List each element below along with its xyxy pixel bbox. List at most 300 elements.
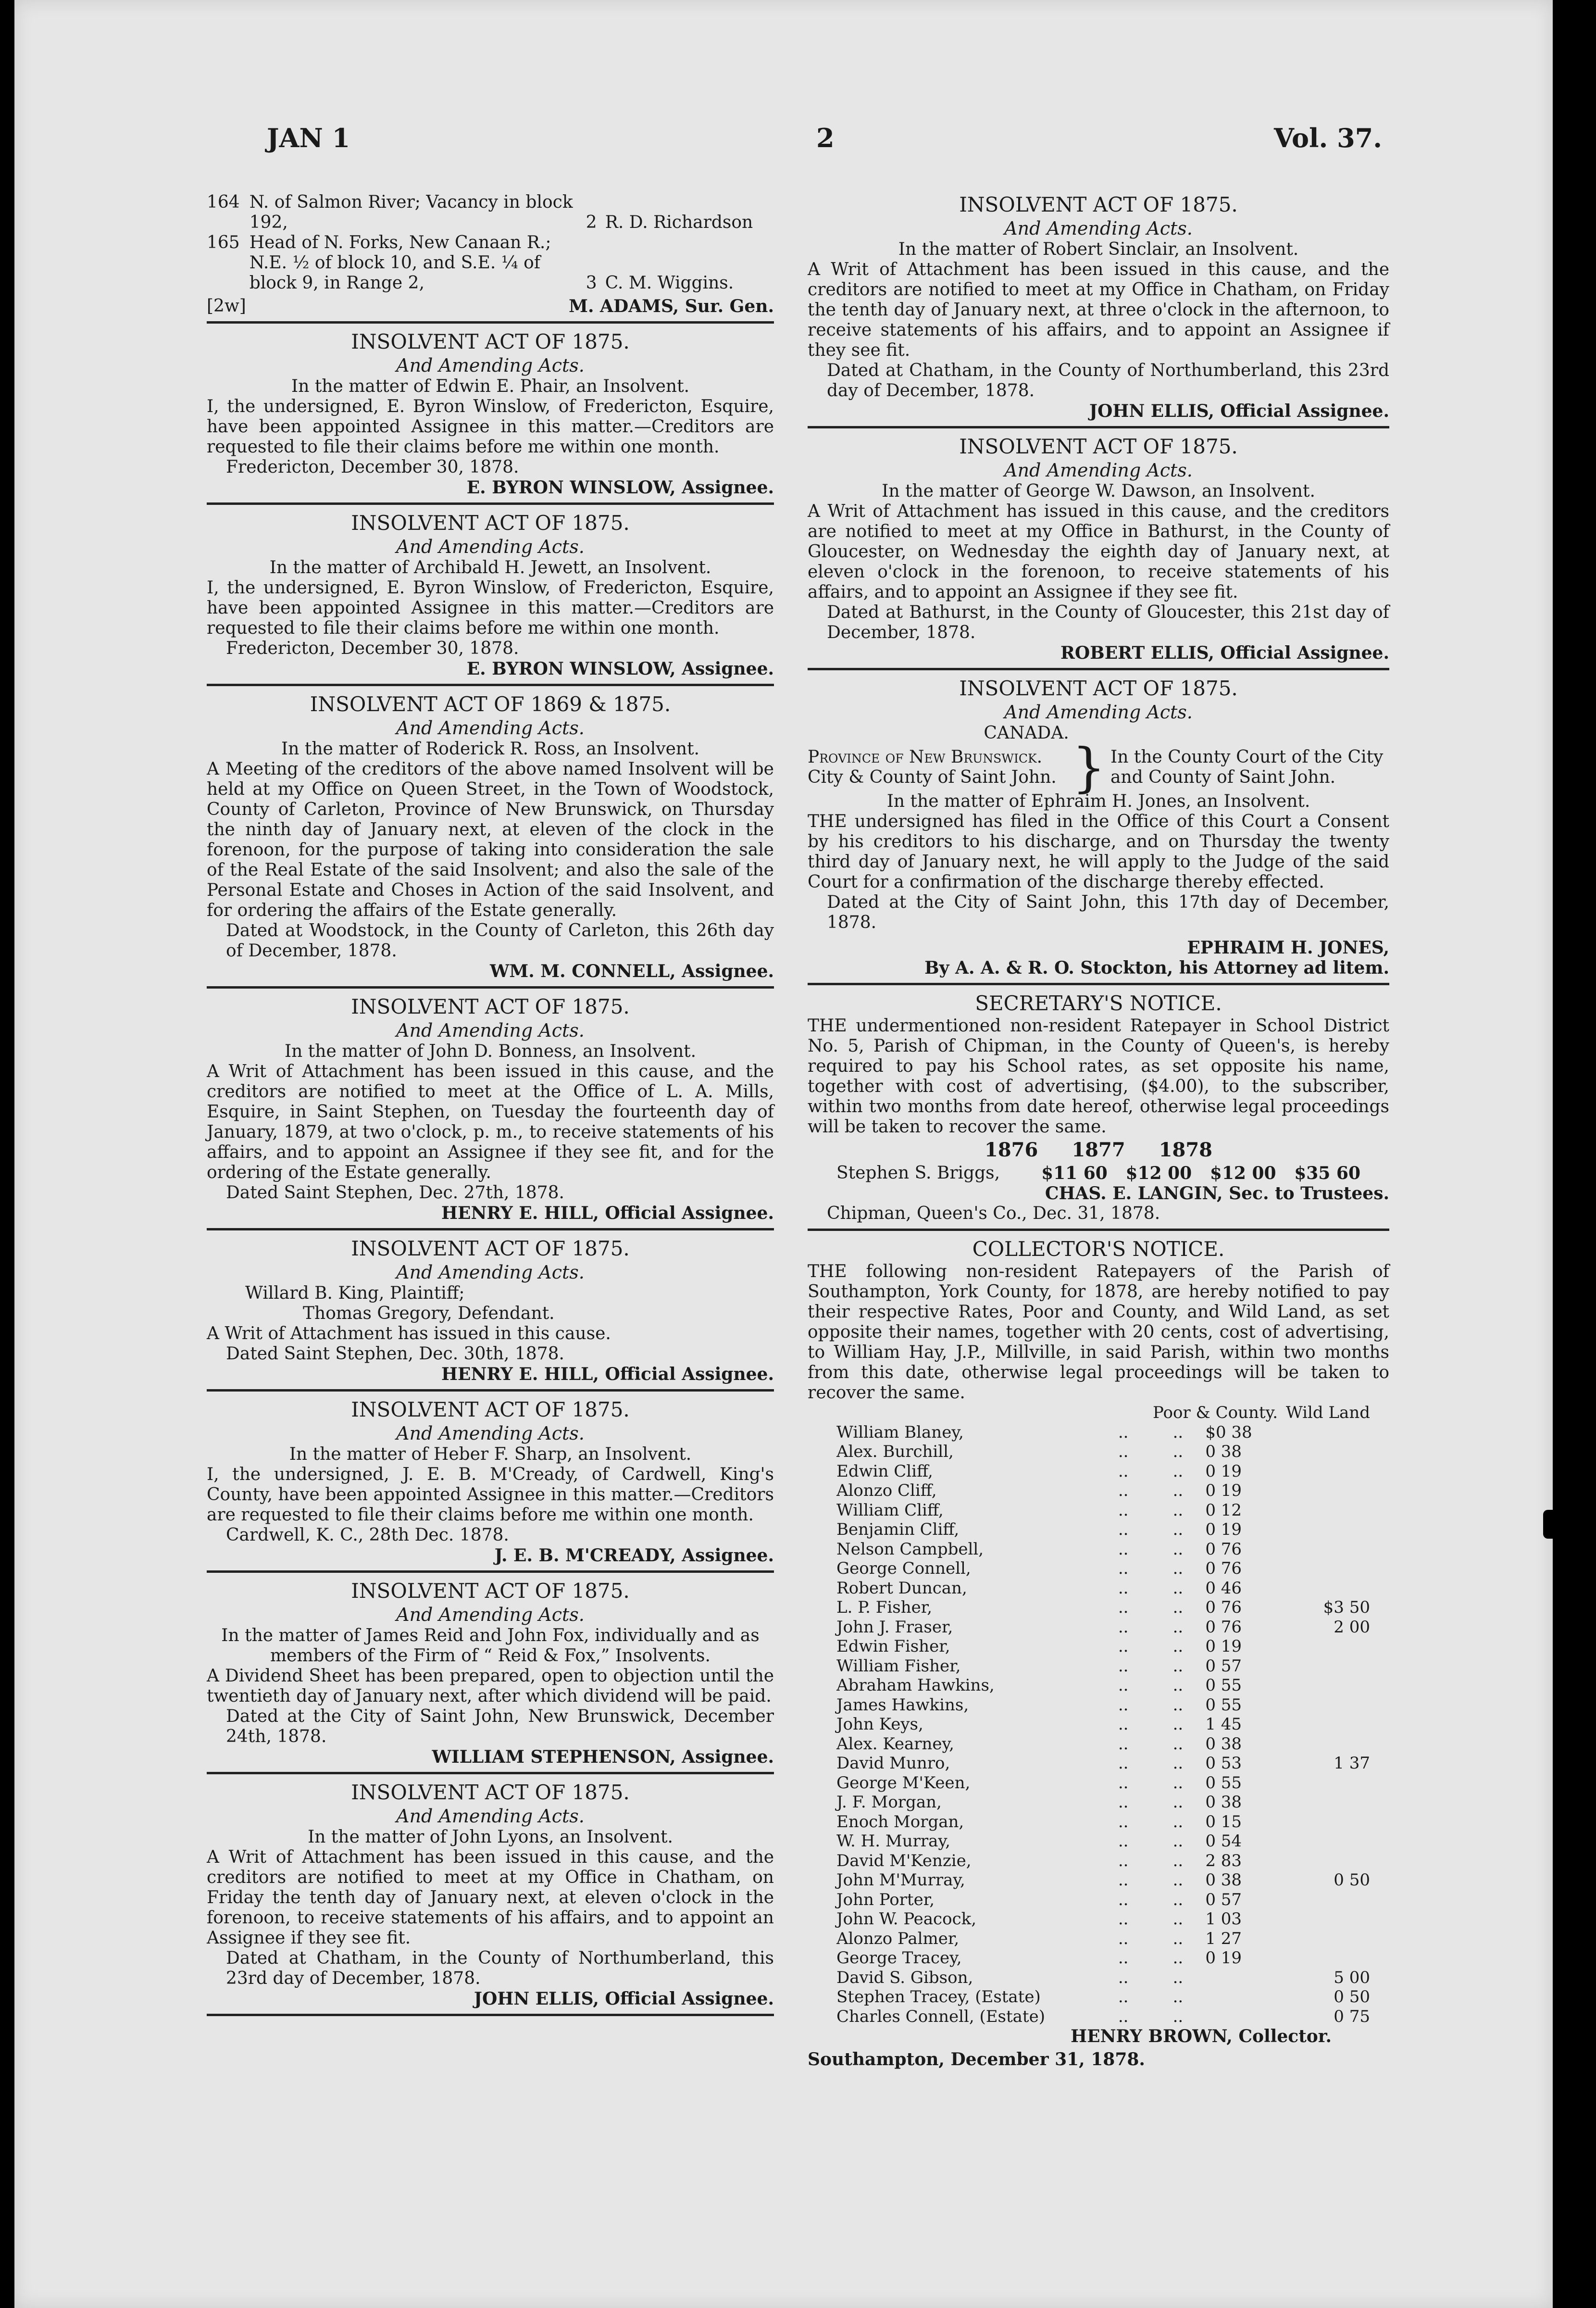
leader-dots: .. [1118,1656,1129,1676]
notice-dated: Southampton, December 31, 1878. [808,2049,1145,2070]
table-row [808,1851,1389,1871]
lot-quantity: 2 [586,213,597,232]
wild-land-amount [1280,1559,1389,1579]
table-row [808,1695,1389,1715]
header-volume: Vol. 37. [1274,123,1383,153]
notice-matter: In the matter of Roderick R. Ross, an Insolvent. [281,739,699,759]
leader-dots: .. [1172,1812,1184,1831]
binding-hole [1543,1510,1562,1539]
notice-dated: Dated at Chatham, in the County of Northumberland, this 23rd day of December, 1878. [827,361,1389,401]
province-line: Province of New Brunswick. [808,747,1043,767]
insolvent-notice [207,994,774,1230]
table-row [808,1773,1389,1793]
leader-dots: .. [1172,1461,1184,1481]
ratepayer-name: L. P. Fisher, [836,1598,933,1617]
wild-land-amount [1280,1676,1389,1695]
poor-county-amount: 0 38 [1205,1870,1242,1890]
notice-signature: HENRY BROWN, Collector. [1071,2026,1332,2046]
notice-title: INSOLVENT ACT OF 1875. [351,1237,630,1260]
ratepayer-name: William Cliff, [836,1500,944,1520]
leader-dots: .. [1172,1422,1184,1442]
table-row [808,1987,1389,2007]
notice-body: A Writ of Attachment has issued in this cause, and the creditors are notified to meet at my Office in Bathurst, in the County of Gloucester, on Wednesday the eighth day of January next, at eleven o'clock in the forenoon, to receive statements of his affairs, and to appoint an Assignee if they see fit. [808,502,1389,602]
ratepayer-name: Charles Connell, (Estate) [836,2007,1045,2026]
poor-county-amount: 0 76 [1205,1559,1242,1578]
notice-subtitle: And Amending Acts. [396,536,585,557]
notice-title: SECRETARY'S NOTICE. [975,991,1222,1015]
leader-dots: .. [1118,1851,1129,1870]
table-row [808,1812,1389,1832]
wild-land-amount [1280,1831,1389,1851]
wild-land-amount: $3 50 [1323,1598,1370,1617]
notice-subtitle: And Amending Acts. [1004,460,1193,481]
notice-dated: Fredericton, December 30, 1878. [226,639,519,658]
notice-subtitle: And Amending Acts. [1004,218,1193,239]
notice-title: INSOLVENT ACT OF 1875. [959,677,1238,700]
notice-dated: Chipman, Queen's Co., Dec. 31, 1878. [827,1204,1160,1223]
notice-signature: E. BYRON WINSLOW, Assignee. [466,477,774,498]
table-row [808,2007,1389,2027]
ratepayer-name: John Keys, [836,1715,923,1734]
leader-dots: .. [1118,1539,1129,1559]
notice-body: I, the undersigned, E. Byron Winslow, of Fredericton, Esquire, have been appointed Assignee in this matter.—Creditors are requested to file their claims before me within one month. [207,397,774,457]
notice-matter: In the matter of John D. Bonness, an Insolvent. [284,1041,697,1061]
table-row [808,1618,1389,1637]
notice-title: INSOLVENT ACT OF 1869 & 1875. [310,692,671,716]
poor-county-amount: 0 38 [1205,1442,1242,1461]
wild-land-amount: 0 75 [1334,2007,1370,2026]
notice-subtitle: And Amending Acts. [396,1262,585,1283]
notice-signature: J. E. B. M'CREADY, Assignee. [494,1545,774,1566]
leader-dots: .. [1172,1676,1184,1695]
notice-title: INSOLVENT ACT OF 1875. [351,1781,630,1804]
table-row [808,1831,1389,1851]
wild-land-amount [1280,1423,1389,1442]
party-line: Willard B. King, Plaintiff; [245,1283,465,1303]
ratepayer-name: John M'Murray, [836,1870,965,1890]
leader-dots: .. [1172,2007,1184,2026]
poor-county-amount: 0 55 [1205,1695,1242,1715]
wild-land-amount [1280,1773,1389,1793]
insolvent-notice [207,511,774,686]
wild-land-amount [1280,1540,1389,1559]
notice-dated: Fredericton, December 30, 1878. [226,457,519,477]
poor-county-amount [1205,2007,1280,2027]
poor-county-amount: 0 76 [1205,1539,1242,1559]
ratepayer-name: Abraham Hawkins, [836,1676,995,1695]
lot-quantity: 3 [586,273,597,293]
leader-dots: .. [1118,1598,1129,1617]
lot-number: 164 [207,192,240,212]
leader-dots: .. [1172,1656,1184,1676]
wild-land-amount: 0 50 [1334,1987,1370,2007]
ratepayer-name: David S. Gibson, [836,1968,973,1987]
notice-matter: In the matter of Ephraim H. Jones, an Insolvent. [886,791,1310,811]
ratepayer-row [808,1163,1389,1183]
wild-land-amount [1280,1909,1389,1929]
applicant-name: C. M. Wiggins. [605,273,734,293]
table-row [808,1909,1389,1929]
table-row [808,1870,1389,1890]
wild-land-amount: 2 00 [1334,1617,1370,1637]
notice-title: INSOLVENT ACT OF 1875. [959,193,1238,216]
notice-title: INSOLVENT ACT OF 1875. [351,330,630,353]
leader-dots: .. [1172,1754,1184,1773]
left-column [207,192,774,2022]
wild-land-amount [1280,1481,1389,1501]
notice-signature: JOHN ELLIS, Official Assignee. [474,1989,774,2009]
notice-matter: In the matter of Heber F. Sharp, an Insolvent. [289,1444,692,1464]
leader-dots: .. [1118,1890,1129,1909]
leader-dots: .. [1118,1637,1129,1656]
poor-county-amount: 0 76 [1205,1598,1242,1617]
ratepayer-name: David M'Kenzie, [836,1851,972,1870]
jones-notice [808,676,1389,985]
ratepayer-name: Alex. Kearney, [836,1734,954,1754]
ratepayer-amounts: $11 60 $12 00 $12 00 $35 60 [1041,1163,1360,1183]
table-row [808,1520,1389,1540]
poor-county-amount: 0 12 [1205,1500,1242,1520]
poor-county-amount: 2 83 [1205,1851,1242,1870]
notice-body: A Meeting of the creditors of the above named Insolvent will be held at my Office on Queen Street, in the Town of Woodstock, County of Carleton, Province of New Brunswick, on Thursday the ninth day of January next, at eleven of the clock in the forenoon, for the purpose of taking into consideration the sale of the Real Estate of the said Insolvent; and also the sale of the Personal Estate and Choses in Action of the said Insolvent, and for ordering the affairs of the Estate generally. [207,759,774,920]
notice-subtitle: And Amending Acts. [396,1020,585,1041]
leader-dots: .. [1172,1559,1184,1578]
leader-dots: .. [1172,1968,1184,1987]
table-row [808,1676,1389,1695]
ratepayer-name: John W. Peacock, [836,1909,977,1929]
year-headings [808,1140,1389,1160]
poor-county-amount: 0 19 [1205,1461,1242,1481]
table-row [808,1598,1389,1618]
ratepayer-name: Benjamin Cliff, [836,1520,960,1539]
notice-dated: Dated at the City of Saint John, this 17th day of December, 1878. [827,892,1389,932]
court-line-1: In the County Court of the City [1110,747,1384,767]
poor-county-amount [1205,1987,1280,2007]
leader-dots: .. [1172,1987,1184,2007]
notice-dated: Dated at Woodstock, in the County of Carleton, this 26th day of December, 1878. [226,921,774,961]
leader-dots: .. [1118,1715,1129,1734]
insolvent-notice [207,329,774,505]
table-row [808,1423,1389,1442]
leader-dots: .. [1118,1500,1129,1520]
leader-dots: .. [1172,1929,1184,1948]
notice-signature: ROBERT ELLIS, Official Assignee. [1060,643,1389,663]
notice-body: THE undermentioned non-resident Ratepayer in School District No. 5, Parish of Chipman, in the County of Queen's, is hereby required to pay his School rates, as set opposite his name, together with cost of advertising, ($4.00), to the subscriber, within two months from date hereof, otherwise legal proceedings will be taken to recover the same. [808,1016,1389,1137]
leader-dots: .. [1172,1870,1184,1890]
table-row [808,1754,1389,1773]
brace-glyph: } [1072,737,1106,798]
year-label: 1878 [1159,1139,1212,1161]
notice-title: INSOLVENT ACT OF 1875. [351,1579,630,1603]
leader-dots: .. [1172,1773,1184,1793]
wild-land-amount [1280,1734,1389,1754]
leader-dots: .. [1172,1442,1184,1461]
ratepayer-name: W. H. Murray, [836,1831,950,1851]
gazette-page [14,0,1553,2308]
notice-matter: In the matter of Robert Sinclair, an Insolvent. [898,239,1299,259]
leader-dots: .. [1118,1559,1129,1578]
table-row [808,1715,1389,1734]
year-label: 1877 [1072,1139,1125,1161]
poor-county-amount: 1 03 [1205,1909,1242,1929]
table-row [808,1929,1389,1949]
table-row [808,1793,1389,1812]
collector-table [808,1403,1389,2026]
leader-dots: .. [1118,1520,1129,1539]
notice-matter: In the matter of Archibald H. Jewett, an Insolvent. [269,558,711,577]
notice-body: THE following non-resident Ratepayers of the Parish of Southampton, York County, for 1878, are hereby notified to pay their respective Rates, Poor and County, and Wild Land, as set opposite their names, together with 20 cents, cost of advertising, to William Hay, J.P., Millville, in said Parish, within two months from this date, otherwise legal proceedings will be taken to recover the same. [808,1262,1389,1403]
wild-land-amount [1280,1656,1389,1676]
wild-land-amount [1280,1442,1389,1462]
leader-dots: .. [1118,1793,1129,1812]
table-row [808,1890,1389,1910]
notice-dated: Dated Saint Stephen, Dec. 27th, 1878. [226,1183,564,1203]
collector-notice [808,1237,1389,2070]
ratepayer-name: David Munro, [836,1754,950,1773]
poor-county-amount: 0 55 [1205,1773,1242,1793]
wild-land-amount [1280,1637,1389,1656]
leader-dots: .. [1172,1715,1184,1734]
leader-dots: .. [1172,1520,1184,1539]
year-label: 1876 [985,1139,1038,1161]
notice-matter: In the matter of John Lyons, an Insolvent. [308,1827,673,1847]
wild-land-amount [1280,1890,1389,1910]
ratepayer-name: J. F. Morgan, [836,1793,942,1812]
left-notices [207,329,774,2016]
wild-land-amount [1280,1695,1389,1715]
secretary-notice [808,991,1389,1231]
leader-dots: .. [1118,1481,1129,1500]
notice-subtitle: And Amending Acts. [396,717,585,739]
poor-county-amount: 0 76 [1205,1617,1242,1637]
leader-dots: .. [1118,1909,1129,1929]
notice-dated: Dated Saint Stephen, Dec. 30th, 1878. [226,1344,564,1364]
notice-matter: In the matter of James Reid and John Fox, individually and as members of the Firm of “ Reid & Fox,” Insolvents. [221,1626,760,1666]
insolvent-notice [207,1236,774,1392]
notice-title: COLLECTOR'S NOTICE. [972,1237,1225,1261]
ratepayer-name: Robert Duncan, [836,1578,967,1598]
ratepayer-name: Alonzo Cliff, [836,1481,937,1500]
court-line-2: and County of Saint John. [1110,767,1336,787]
notice-matter: In the matter of George W. Dawson, an Insolvent. [882,481,1315,501]
poor-county-amount: 0 19 [1205,1520,1242,1539]
ratepayer-name: John Porter, [836,1890,935,1909]
ratepayer-name: William Fisher, [836,1656,961,1676]
poor-county-amount: 0 54 [1205,1831,1242,1851]
insolvent-notice [207,1579,774,1774]
court-heading [808,737,1389,798]
lands-row [207,192,774,233]
table-row [808,1481,1389,1501]
insolvent-notice [207,1397,774,1573]
notice-signature: EPHRAIM H. JONES, [1187,938,1389,958]
notice-body: A Writ of Attachment has issued in this cause. [207,1324,611,1343]
party-line: Thomas Gregory, Defendant. [303,1304,555,1323]
notice-body: I, the undersigned, E. Byron Winslow, of Fredericton, Esquire, have been appointed Assignee in this matter.—Creditors are requested to file their claims before me within one month. [207,578,774,638]
ratepayer-name: William Blaney, [836,1422,964,1442]
attorney-line: By A. A. & R. O. Stockton, his Attorney ad litem. [924,958,1389,978]
leader-dots: .. [1118,2007,1129,2026]
poor-county-amount: 1 45 [1205,1715,1242,1734]
leader-dots: .. [1118,1754,1129,1773]
table-row [808,1462,1389,1481]
notice-title: INSOLVENT ACT OF 1875. [351,995,630,1018]
table-row [808,1637,1389,1656]
notice-dated: Dated at the City of Saint John, New Brunswick, December 24th, 1878. [226,1706,774,1746]
ratepayer-name: George Tracey, [836,1948,962,1968]
table-row [808,1501,1389,1520]
table-row [808,1948,1389,1968]
poor-county-amount: 0 19 [1205,1948,1242,1968]
surveyor-signature: M. ADAMS, Sur. Gen. [569,296,774,316]
leader-dots: .. [1118,1968,1129,1987]
notice-body: A Dividend Sheet has been prepared, open to objection until the twentieth day of January next, after which dividend will be paid. [207,1666,774,1706]
notice-subtitle: And Amending Acts. [396,1806,585,1827]
right-column [808,192,1389,2070]
wild-land-amount [1280,1462,1389,1481]
table-row [808,1442,1389,1462]
ratepayer-name: Alonzo Palmer, [836,1929,960,1948]
leader-dots: .. [1172,1734,1184,1754]
notice-signature: CHAS. E. LANGIN, Sec. to Trustees. [1045,1183,1389,1204]
leader-dots: .. [1118,1676,1129,1695]
header-page-number: 2 [816,123,835,153]
header-date: JAN 1 [267,123,350,153]
ratepayer-name: Stephen S. Briggs, [836,1163,1000,1183]
crown-lands-list [207,192,774,324]
poor-county-amount: 0 19 [1205,1481,1242,1500]
leader-dots: .. [1172,1948,1184,1968]
ratepayer-name: Enoch Morgan, [836,1812,964,1831]
leader-dots: .. [1118,1773,1129,1793]
wild-land-amount: 0 50 [1334,1870,1370,1890]
insolvent-notice [808,434,1389,670]
table-row [808,1656,1389,1676]
poor-county-amount: 0 53 [1205,1754,1242,1773]
wild-land-amount [1280,1579,1389,1598]
lot-description: Head of N. Forks, New Canaan R.; N.E. ½ of block 10, and S.E. ¼ of block 9, in Range 2, [249,233,551,293]
poor-county-heading: Poor & County. [1153,1403,1278,1422]
wild-land-amount [1280,1929,1389,1949]
notice-title: INSOLVENT ACT OF 1875. [351,511,630,535]
leader-dots: .. [1172,1695,1184,1715]
poor-county-amount: 0 15 [1205,1812,1242,1831]
leader-dots: .. [1118,1695,1129,1715]
poor-county-amount: 1 27 [1205,1929,1242,1948]
ratepayer-name: Nelson Campbell, [836,1539,984,1559]
wild-land-amount [1280,1948,1389,1968]
poor-county-amount [1205,1968,1280,1988]
poor-county-amount: 0 57 [1205,1890,1242,1909]
notice-title: INSOLVENT ACT OF 1875. [959,435,1238,458]
ratepayer-name: Alex. Burchill, [836,1442,954,1461]
collector-rows [808,1423,1389,2027]
ratepayer-name: Stephen Tracey, (Estate) [836,1987,1041,2007]
right-notices [808,192,1389,670]
poor-county-amount: 0 57 [1205,1656,1242,1676]
insolvent-notice [808,192,1389,428]
leader-dots: .. [1118,1948,1129,1968]
leader-dots: .. [1172,1578,1184,1598]
insolvent-notice [207,1780,774,2016]
leader-dots: .. [1118,1929,1129,1948]
leader-dots: .. [1172,1909,1184,1929]
applicant-name: R. D. Richardson [605,213,753,232]
notice-dated: Dated at Bathurst, in the County of Gloucester, this 21st day of December, 1878. [827,602,1389,642]
poor-county-amount: 0 38 [1205,1793,1242,1812]
notice-signature: JOHN ELLIS, Official Assignee. [1089,401,1389,421]
notice-signature: WM. M. CONNELL, Assignee. [489,961,774,981]
notice-dated: Dated at Chatham, in the County of Northumberland, this 23rd day of December, 1878. [226,1948,774,1988]
poor-county-amount: 0 55 [1205,1676,1242,1695]
table-row [808,1968,1389,1988]
wild-land-amount [1280,1501,1389,1520]
notice-matter: In the matter of Edwin E. Phair, an Insolvent. [291,376,690,396]
wild-land-heading: Wild Land [1285,1403,1370,1422]
poor-county-amount: 0 38 [1205,1734,1242,1754]
leader-dots: .. [1118,1831,1129,1851]
leader-dots: .. [1172,1831,1184,1851]
wild-land-amount: 5 00 [1334,1968,1370,1987]
wild-land-amount [1280,1715,1389,1734]
leader-dots: .. [1118,1442,1129,1461]
notice-subtitle: And Amending Acts. [396,1604,585,1625]
country-heading: CANADA. [984,723,1069,743]
notice-body: A Writ of Attachment has been issued in this cause, and the creditors are notified to meet at the Office of L. A. Mills, Esquire, in Saint Stephen, on Tuesday the fourteenth day of January, 1879, at two o'clock, p. m., to receive statements of his affairs, and to appoint an Assignee if they see fit, and for the ordering of the Estate generally. [207,1062,774,1182]
notice-body: A Writ of Attachment has been issued in this cause, and the creditors are notified to meet at my Office in Chatham, on Friday the tenth day of January next, at eleven o'clock in the forenoon, to receive statements of his affairs, and to appoint an Assignee if they see fit. [207,1847,774,1948]
notice-subtitle: And Amending Acts. [396,355,585,376]
notice-signature: HENRY E. HILL, Official Assignee. [441,1364,774,1384]
wild-land-amount [1280,1851,1389,1871]
poor-county-amount: $0 38 [1205,1422,1252,1442]
notice-body: A Writ of Attachment has been issued in this cause, and the creditors are notified to meet at my Office in Chatham, on Friday the tenth day of January next, at three o'clock in the afternoon, to receive statements of his affairs, and to appoint an Assignee if they see fit. [808,260,1389,360]
leader-dots: .. [1172,1793,1184,1812]
notice-body: I, the undersigned, J. E. B. M'Cready, of Cardwell, King's County, have been appointed Assignee in this matter.—Creditors are requested to file their claims before me within one month. [207,1465,774,1525]
notice-subtitle: And Amending Acts. [1004,702,1193,723]
notice-signature: HENRY E. HILL, Official Assignee. [441,1203,774,1223]
table-row [808,1579,1389,1598]
wild-land-amount [1280,1793,1389,1812]
lot-number: 165 [207,233,240,252]
notice-signature: E. BYRON WINSLOW, Assignee. [466,659,774,679]
insertion-tag: [2w] [207,296,246,316]
ratepayer-name: Edwin Cliff, [836,1461,933,1481]
notice-dated: Cardwell, K. C., 28th Dec. 1878. [226,1525,509,1545]
leader-dots: .. [1118,1578,1129,1598]
leader-dots: .. [1118,1734,1129,1754]
ratepayer-name: George M'Keen, [836,1773,971,1793]
table-row [808,1540,1389,1559]
table-row [808,1734,1389,1754]
leader-dots: .. [1118,1870,1129,1890]
leader-dots: .. [1118,1461,1129,1481]
notice-subtitle: And Amending Acts. [396,1423,585,1444]
leader-dots: .. [1172,1481,1184,1500]
notice-title: INSOLVENT ACT OF 1875. [351,1398,630,1421]
ratepayer-name: George Connell, [836,1559,971,1578]
collector-header-row [808,1403,1389,1423]
leader-dots: .. [1118,1617,1129,1637]
wild-land-amount: 1 37 [1334,1754,1370,1773]
ratepayer-name: John J. Fraser, [836,1617,953,1637]
ratepayer-name: James Hawkins, [836,1695,969,1715]
notice-body: THE undersigned has filed in the Office of this Court a Consent by his creditors to his discharge, and on Thursday the twenty third day of January next, he will apply to the Judge of the said Court for a confirmation of the discharge thereby effected. [808,812,1389,892]
table-row [808,1559,1389,1579]
leader-dots: .. [1172,1617,1184,1637]
leader-dots: .. [1172,1598,1184,1617]
leader-dots: .. [1172,1637,1184,1656]
leader-dots: .. [1172,1890,1184,1909]
